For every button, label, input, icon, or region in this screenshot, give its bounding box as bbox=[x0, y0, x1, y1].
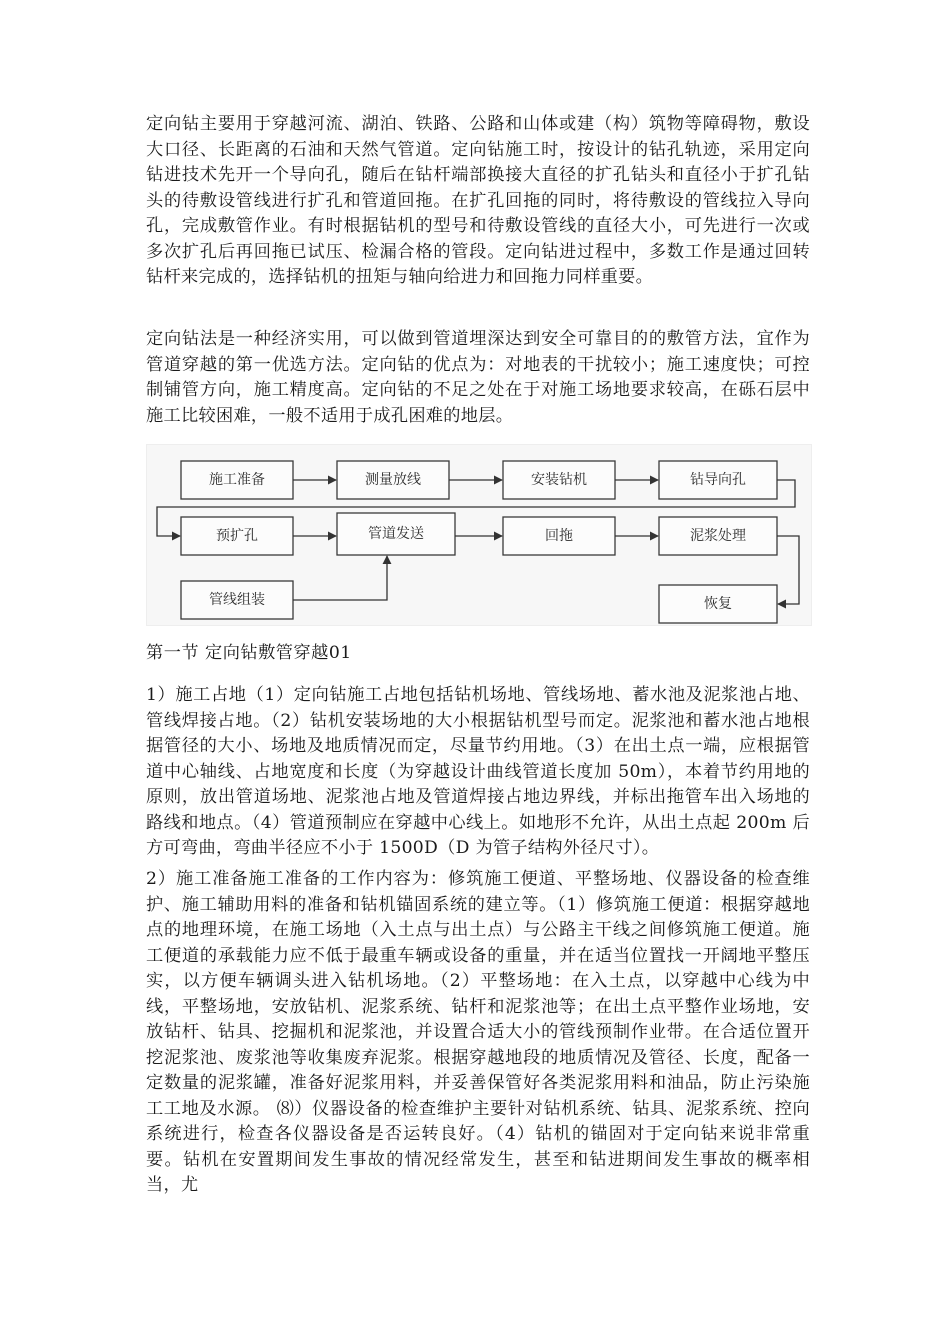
flow-step-mud-label: 泥浆处理 bbox=[690, 528, 746, 544]
section-heading: 第一节 定向钻敷管穿越01 bbox=[146, 643, 352, 663]
flow-step-restore-label: 恢复 bbox=[704, 596, 732, 612]
arrow-mud-restore bbox=[777, 536, 799, 604]
flow-step-pipe-send bbox=[337, 513, 455, 555]
item2-paragraph: 2）施工准备施工准备的工作内容为：修筑施工便道、平整场地、仪器设备的检查维护、施工辅助用料的准备和钻机锚固系统的建立等。（1）修筑施工便道：根据穿越地点的地理环境，在施工场地（入土点与出土点）与公路主干线之间修筑施工便道。施工便道的承载能力应不低于最重车辆或设备的重量，并在适当位置找一开阔地平整压实，以方便车辆调头进入钻机场地。（2）平整场地：在入土点，以穿越中心线为中线，平整场地，安放钻机、泥浆系统、钻杆和泥浆池等；在出土点平整作业场地，安放钻杆、钻具、挖掘机和泥浆池，并设置合适大小的管线预制作业带。在合适位置开挖泥浆池、废浆池等收集废弃泥浆。根据穿越地段的地质情况及管径、长度，配备一定数量的泥浆罐，准备好泥浆用料，并妥善保管好各类泥浆用料和油品，防止污染施工工地及水源。 ⑻）仪器设备的检查维护主要针对钻机系统、钻具、泥浆系统、控向系统进行，检查各仪器设备是否运转良好。（4）钻机的锚固对于定向钻来说非常重要。钻机在安置期间发生事故的情况经常发生，甚至和钻进期间发生事故的概率相当，尤 bbox=[146, 869, 810, 1195]
flow-step-assembly bbox=[181, 581, 293, 619]
flow-step-prereaming bbox=[181, 517, 293, 555]
advantages-paragraph: 定向钻法是一种经济实用，可以做到管道埋深达到安全可靠目的的敷管方法，宜作为管道穿越的第一优选方法。定向钻的优点为：对地表的干扰较小；施工速度快；可控制铺管方向，施工精度高。定向钻的不足之处在于对施工场地要求较高，在砾石层中施工比较困难，一般不适用于成孔困难的地层。 bbox=[146, 329, 810, 426]
flow-step-restore bbox=[659, 585, 777, 623]
construction-flowchart bbox=[146, 444, 812, 626]
flow-step-survey-label: 测量放线 bbox=[365, 472, 421, 488]
intro-paragraph: 定向钻主要用于穿越河流、湖泊、铁路、公路和山体或建（构）筑物等障碍物，敷设大口径、长距离的石油和天然气管道。定向钻施工时，按设计的钻孔轨迹，采用定向钻进技术先开一个导向孔，随后在钻杆端部换接大直径的扩孔钻头和直径小于扩孔钻头的待敷设管线进行扩孔和管道回拖。在扩孔回拖的同时，将待敷设的管线拉入导向孔，完成敷管作业。有时根据钻机的型号和待敷设管线的直径大小，可先进行一次或多次扩孔后再回拖已试压、检漏合格的管段。定向钻进过程中，多数工作是通过回转钻杆来完成的，选择钻机的扭矩与轴向给进力和回拖力同样重要。 bbox=[146, 114, 810, 287]
flow-step-pilot-label: 钻导向孔 bbox=[690, 472, 746, 488]
flow-step-survey bbox=[337, 461, 449, 499]
flow-step-install bbox=[503, 461, 615, 499]
flow-step-pipe-send-label: 管道发送 bbox=[368, 526, 424, 542]
arrow-assembly-pipe-send bbox=[293, 556, 387, 600]
flow-step-pullback-label: 回拖 bbox=[545, 528, 573, 544]
item1-paragraph: 1）施工占地（1）定向钻施工占地包括钻机场地、管线场地、蓄水池及泥浆池占地、管线焊接占地。（2）钻机安装场地的大小根据钻机型号而定。泥浆池和蓄水池占地根据管径的大小、场地及地质情况而定，尽量节约用地。（3）在出土点一端，应根据管道中心轴线、占地宽度和长度（为穿越设计曲线管道长度加 50m），本着节约用地的原则，放出管道场地、泥浆池占地及管道焊接占地边界线，并标出拖管车出入场地的路线和地点。（4）管道预制应在穿越中心线上。如地形不允许，从出土点起 200m 后方可弯曲，弯曲半径应不小于 1500D（D 为管子结构外径尺寸）。 bbox=[146, 685, 810, 858]
flow-step-install-label: 安装钻机 bbox=[531, 472, 587, 488]
flow-step-pullback bbox=[503, 517, 615, 555]
flow-step-assembly-label: 管线组装 bbox=[209, 592, 265, 608]
flow-step-pilot bbox=[659, 461, 777, 499]
flow-step-prep-label: 施工准备 bbox=[209, 472, 265, 488]
flow-step-prep bbox=[181, 461, 293, 499]
flow-step-prereaming-label: 预扩孔 bbox=[216, 528, 258, 544]
flow-step-mud bbox=[659, 517, 777, 555]
